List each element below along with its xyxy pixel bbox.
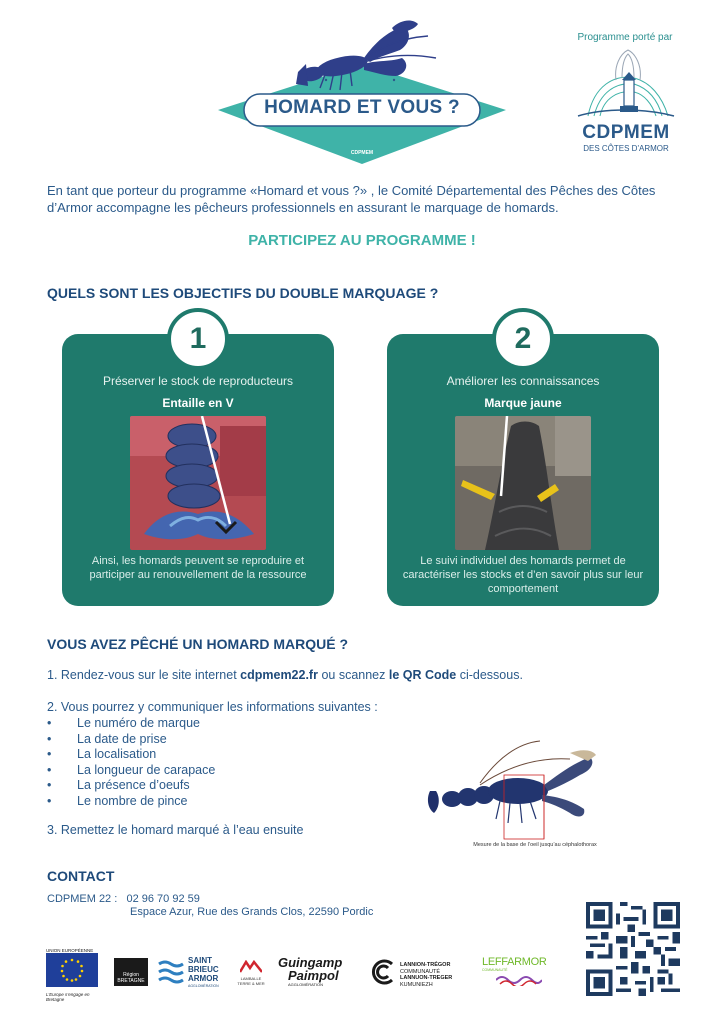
sbaa-line4: AGGLOMÉRATION — [188, 984, 219, 988]
eu-logo — [46, 948, 102, 1002]
guingamp-paimpol-logo — [278, 956, 356, 992]
lobster-measure-figure — [420, 735, 600, 853]
eu-top-text: UNION EUROPÉENNE — [46, 948, 94, 953]
lobster-yellow-tag-image — [455, 416, 591, 550]
step1-middle: ou scannez — [317, 668, 389, 682]
list-item — [47, 763, 215, 779]
intro-paragraph: En tant que porteur du programme «Homard et vous ?» , le Comité Départemental des Pêches des Côtes d’Armor accompagne les pêcheurs professionnels en assurant le marquage de homards. — [47, 183, 656, 215]
lannion-line3: LANNUON-TREGER — [400, 975, 453, 981]
objective-card-2 — [387, 322, 659, 606]
list-item — [47, 747, 215, 763]
logo-small-text: CDPMEM — [350, 150, 374, 156]
leff-armor-logo — [482, 956, 552, 992]
list-item-text: Le numéro de marque — [77, 716, 200, 730]
card-tag: Marque jaune — [484, 396, 562, 410]
step1-suffix: ci-dessous. — [456, 668, 523, 682]
sbaa-line1: SAINT — [188, 956, 212, 965]
region-bretagne-logo — [114, 958, 148, 986]
leff-sub-text: COMMUNAUTÉ — [482, 968, 508, 972]
lobster-tail-image — [130, 416, 266, 550]
step-1 — [47, 668, 523, 682]
contact-org: CDPMEM 22 : — [47, 893, 118, 905]
list-item-text: La date de prise — [77, 731, 167, 746]
homard-et-vous-logo — [214, 14, 510, 170]
lannion-line2: COMMUNAUTÉ — [400, 968, 441, 975]
step-2: 2. Vous pourrez y communiquer les informations suivantes : — [47, 700, 378, 714]
bullet: • — [47, 778, 52, 792]
list-item-text: La présence d’oeufs — [77, 778, 190, 792]
lamballe-mark-icon — [240, 960, 262, 974]
sbaa-line2: BRIEUC — [188, 965, 219, 974]
lannion-line1: LANNION-TRÉGOR — [400, 962, 451, 968]
lobster-measure-icon — [420, 735, 600, 853]
list-item — [47, 716, 215, 732]
guingamp-line3: AGGLOMÉRATION — [288, 982, 324, 987]
logo-title: HOMARD ET VOUS ? — [264, 97, 460, 118]
contact-address: Espace Azur, Rue des Grands Clos, 22590 Pordic — [130, 906, 374, 918]
bullet: • — [47, 716, 52, 730]
step-3: 3. Remettez le homard marqué à l’eau ensuite — [47, 823, 304, 837]
qr-code-icon — [586, 902, 680, 996]
bullet: • — [47, 747, 52, 761]
lannion-line4: KUMUNIEZH — [400, 981, 433, 988]
qr-code-reference: le QR Code — [388, 668, 457, 682]
website-link[interactable]: cdpmem22.fr — [240, 668, 318, 682]
objective-card-1 — [62, 322, 334, 606]
card-number: 2 — [492, 308, 554, 370]
programme-label: Programme porté par — [577, 32, 673, 43]
bullet: • — [47, 793, 52, 808]
card-subtitle: Améliorer les connaissances — [446, 374, 600, 388]
eu-bottom-text: L’Europe s’engage en Bretagne — [46, 992, 90, 1002]
objectives-title: QUELS SONT LES OBJECTIFS DU DOUBLE MARQUAGE ? — [47, 285, 439, 301]
waves-icon — [158, 958, 184, 988]
org-logo-sub: DES CÔTES D'ARMOR — [583, 144, 669, 153]
saint-brieuc-logo — [158, 956, 228, 992]
lamballe-logo — [234, 960, 268, 990]
info-list — [47, 716, 215, 809]
list-item — [47, 732, 215, 748]
card-description: Ainsi, les homards peuvent se reproduire et participer au renouvellement de la ressource — [89, 555, 307, 581]
list-item-text: La longueur de carapace — [77, 762, 216, 777]
marked-lobster-title: VOUS AVEZ PÊCHÉ UN HOMARD MARQUÉ ? — [47, 636, 349, 652]
eu-flag-icon — [46, 953, 98, 987]
list-item — [47, 778, 215, 794]
contact-title: CONTACT — [47, 868, 115, 884]
qr-code[interactable] — [586, 902, 680, 996]
step1-prefix: 1. Rendez-vous sur le site internet — [47, 668, 241, 682]
lobster-logo-icon — [214, 14, 510, 170]
leff-text: LEFFARMOR — [482, 956, 547, 968]
card-subtitle: Préserver le stock de reproducteurs — [102, 374, 294, 388]
list-item — [47, 794, 215, 810]
partner-logos — [46, 948, 566, 1008]
guingamp-line1: Guingamp — [278, 955, 343, 970]
card-number: 1 — [167, 308, 229, 370]
list-item-text: Le nombre de pince — [77, 793, 188, 808]
card-description: Le suivi individuel des homards permet de caractériser les stocks et d’en savoir plus sur leur comportement — [402, 555, 644, 595]
bullet: • — [47, 731, 52, 746]
list-item-text: La localisation — [77, 747, 157, 761]
cdpmem-logo — [574, 46, 678, 156]
bullet: • — [47, 762, 52, 777]
lannion-mark-icon — [368, 958, 396, 986]
yellow-tag-photo — [455, 416, 591, 550]
leff-waves-icon — [496, 974, 542, 986]
v-notch-photo — [130, 416, 266, 550]
lamballe-text: LAMBALLE TERRE & MER — [237, 976, 265, 986]
measure-caption: Mesure de la base de l’oeil jusqu’au céphalothorax — [473, 842, 597, 848]
guingamp-line2: Paimpol — [288, 968, 339, 983]
org-logo-name: CDPMEM — [582, 122, 670, 143]
lannion-tregor-logo — [368, 956, 464, 992]
participez-heading: PARTICIPEZ AU PROGRAMME ! — [248, 232, 476, 249]
contact-phone[interactable]: 02 96 70 92 59 — [126, 893, 200, 905]
card-tag: Entaille en V — [162, 396, 234, 410]
contact-phone-line — [47, 893, 200, 905]
shell-lighthouse-icon — [574, 46, 678, 122]
sbaa-line3: ARMOR — [188, 974, 219, 983]
region-text: Région BRETAGNE — [117, 972, 145, 984]
